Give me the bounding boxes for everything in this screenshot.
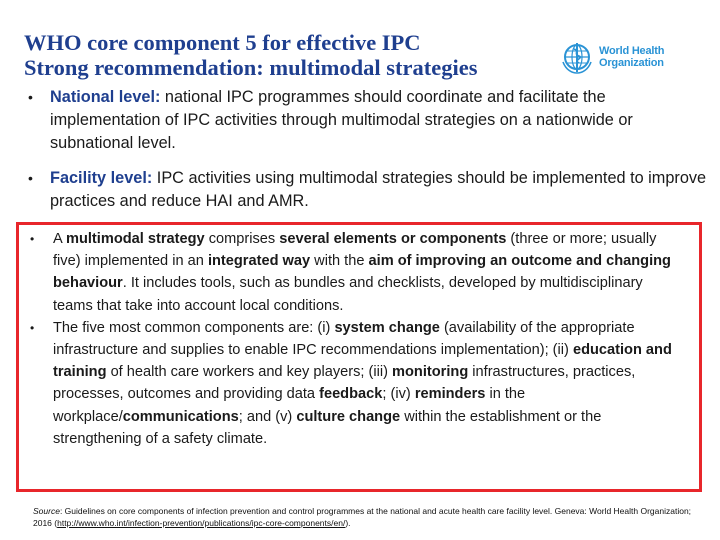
text-run: (availability of the appropriate infrastructure and supplies to enable IPC recommendations implementation); (ii) <box>53 319 635 359</box>
bullet-lead: National level: <box>50 88 161 106</box>
slide-title <box>24 30 594 80</box>
bold-run: monitoring <box>392 364 469 381</box>
who-emblem-icon <box>560 40 594 74</box>
text-run: infrastructures, practices, processes, outcomes and providing data <box>53 364 636 403</box>
who-logo <box>560 38 710 76</box>
text-run: within the establishment or the strengthening of a safety climate. <box>53 408 602 447</box>
bullet-text: IPC activities using multimodal strategies should be implemented to improve practices and reduce HAI and AMR. <box>50 169 707 210</box>
level-bullets <box>28 86 710 225</box>
logo-line-1: World Health <box>599 45 665 57</box>
text-run: A <box>53 231 66 247</box>
bullet-five-components <box>28 317 676 450</box>
text-run: with the <box>310 253 369 270</box>
source-label: Source <box>33 506 60 516</box>
bold-run: education and training <box>53 342 672 381</box>
bullet-dot: • <box>30 320 35 335</box>
bullet-dot: • <box>28 170 33 186</box>
text-run: The five most common components are: (i) <box>53 319 335 336</box>
bold-run: aim of improving an outcome and changing behaviour <box>53 253 671 292</box>
source-citation <box>33 505 693 529</box>
bold-run: several elements or components <box>279 231 507 247</box>
bullet-dot: • <box>28 89 33 105</box>
text-run: . It includes tools, such as bundles and checklists, developed by multidisciplinary teams that take into account local conditions. <box>53 275 643 314</box>
source-text: : Guidelines on core components of infection prevention and control programmes at the national and acute health care facility level. Geneva: World Health Organization; 2016 ( <box>33 506 692 528</box>
text-run: of health care workers and key players; (iii) <box>106 364 393 381</box>
bullet-national-level <box>28 86 710 155</box>
bullet-facility-level <box>28 167 710 213</box>
source-end: ). <box>345 518 351 528</box>
text-run: ; and (v) <box>238 408 297 425</box>
bullet-dot: • <box>30 232 35 246</box>
text-run: comprises <box>204 231 280 247</box>
bullet-text: national IPC programmes should coordinate and facilitate the implementation of IPC activities through multimodal strategies on a nationwide or subnational level. <box>50 88 633 152</box>
bold-run: multimodal strategy <box>65 231 205 247</box>
text-run: ; (iv) <box>382 386 415 403</box>
bullet-lead: Facility level: <box>50 169 153 187</box>
logo-line-2: Organization <box>599 57 664 69</box>
bold-run: culture change <box>296 408 401 425</box>
bold-run: system change <box>334 319 440 336</box>
multimodal-definition <box>28 228 676 450</box>
bold-run: communications <box>122 408 239 425</box>
bold-run: reminders <box>414 386 486 403</box>
title-line-1: WHO core component 5 for effective IPC <box>24 30 421 55</box>
bold-run: feedback <box>319 386 383 403</box>
who-logo-text <box>599 45 664 69</box>
bold-run: integrated way <box>207 253 311 270</box>
title-line-2: Strong recommendation: multimodal strategies <box>24 55 478 80</box>
bullet-multimodal-strategy <box>28 228 676 317</box>
text-run: in the workplace/ <box>53 386 526 425</box>
text-run: (three or more; usually five) implemented in an <box>53 231 657 270</box>
source-link[interactable]: http://www.who.int/infection-prevention/publications/ipc-core-components/en/ <box>57 518 346 528</box>
